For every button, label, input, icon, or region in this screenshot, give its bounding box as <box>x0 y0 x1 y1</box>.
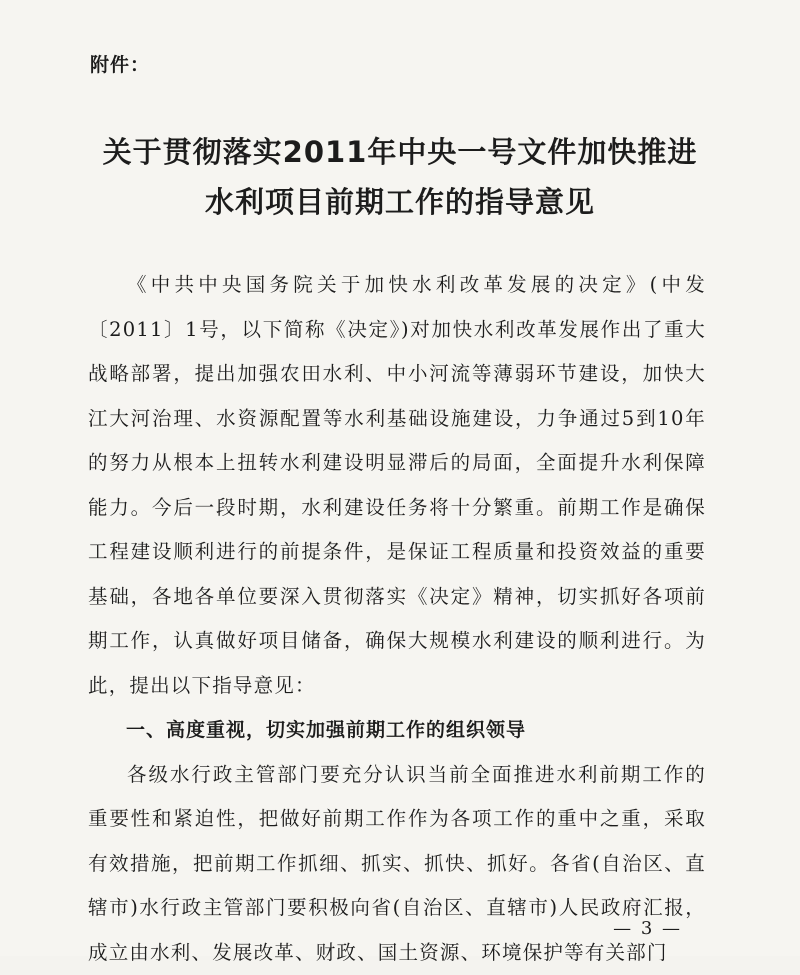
section-1-paragraph: 各级水行政主管部门要充分认识当前全面推进水利前期工作的重要性和紧迫性，把做好前期工作作为各项工作的重中之重，采取有效措施，把前期工作抓细、抓实、抓快、抓好。各省(自治区、直辖市)水行政主管部门要积极向省(自治区、直辖市)人民政府汇报，成立由水利、发展改革、财政、国土资源、环境保护等有关部门 <box>88 753 706 975</box>
attachment-label: 附件： <box>90 50 150 77</box>
page-number: — 3 — <box>613 918 682 939</box>
intro-paragraph: 《中共中央国务院关于加快水利改革发展的决定》(中发〔2011〕1号，以下简称《决定》)对加快水利改革发展作出了重大战略部署，提出加强农田水利、中小河流等薄弱环节建设，加快大江大河治理、水资源配置等水利基础设施建设，力争通过5到10年的努力从根本上扭转水利建设明显滞后的局面，全面提升水利保障能力。今后一段时期，水利建设任务将十分繁重。前期工作是确保工程建设顺利进行的前提条件，是保证工程质量和投资效益的重要基础，各地各单位要深入贯彻落实《决定》精神，切实抓好各项前期工作，认真做好项目储备，确保大规模水利建设的顺利进行。为此，提出以下指导意见： <box>88 263 706 708</box>
section-1-heading: 一、高度重视，切实加强前期工作的组织领导 <box>88 708 706 753</box>
title-line-2: 水利项目前期工作的指导意见 <box>60 182 740 222</box>
document-body <box>88 263 706 975</box>
title-line-1: 关于贯彻落实2011年中央一号文件加快推进 <box>60 132 740 172</box>
